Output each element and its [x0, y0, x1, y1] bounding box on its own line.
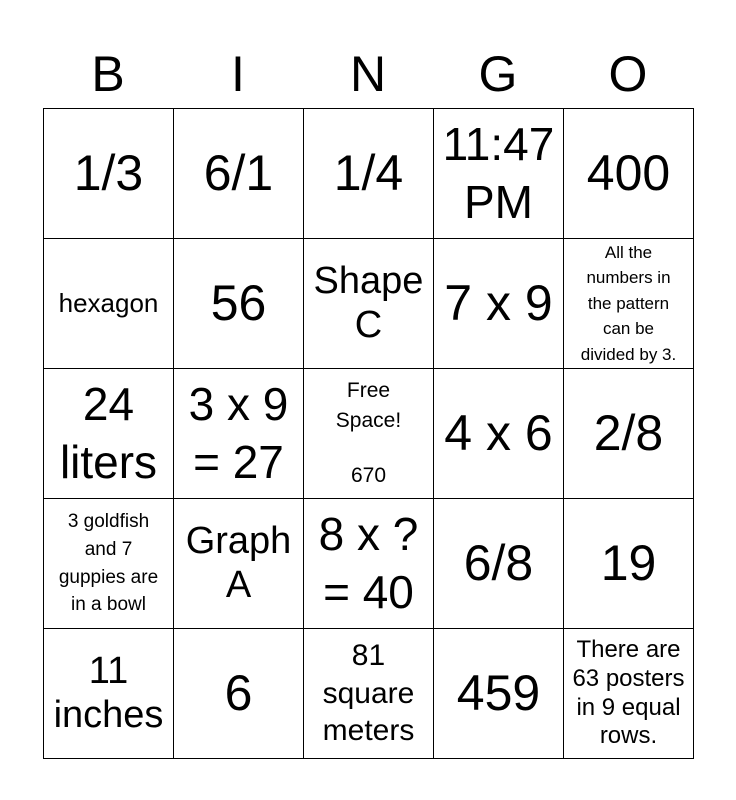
bingo-cell-r4-c5[interactable]: 19 — [564, 499, 694, 629]
bingo-cell-r4-c2[interactable]: Graph A — [174, 499, 304, 629]
bingo-cell-r1-c1[interactable]: 1/3 — [44, 109, 174, 239]
bingo-cell-r5-c5[interactable]: There are 63 posters in 9 equal rows. — [564, 629, 694, 759]
bingo-cell-r1-c3[interactable]: 1/4 — [304, 109, 434, 239]
bingo-cell-r3-c1[interactable]: 24 liters — [44, 369, 174, 499]
bingo-cell-r5-c2[interactable]: 6 — [174, 629, 304, 759]
header-letter-b: B — [91, 46, 125, 102]
free-space-label: Free Space! — [335, 378, 402, 433]
bingo-cell-r5-c3[interactable]: 81 square meters — [304, 629, 434, 759]
bingo-cell-r1-c5[interactable]: 400 — [564, 109, 694, 239]
bingo-cell-r4-c1[interactable]: 3 goldfish and 7 guppies are in a bowl — [44, 499, 174, 629]
header-letter-g: G — [478, 46, 518, 102]
bingo-cell-r2-c2[interactable]: 56 — [174, 239, 304, 369]
bingo-cell-r4-c4[interactable]: 6/8 — [434, 499, 564, 629]
bingo-cell-r2-c3[interactable]: Shape C — [304, 239, 434, 369]
bingo-cell-r3-c4[interactable]: 4 x 6 — [434, 369, 564, 499]
header-letter-i: I — [231, 46, 245, 102]
bingo-cell-r1-c2[interactable]: 6/1 — [174, 109, 304, 239]
bingo-header — [43, 40, 693, 108]
header-letter-o: O — [608, 46, 648, 102]
bingo-board — [43, 108, 694, 759]
bingo-cell-r1-c4[interactable]: 11:47 PM — [434, 109, 564, 239]
bingo-cell-r2-c4[interactable]: 7 x 9 — [434, 239, 564, 369]
free-space-number: 670 — [350, 463, 387, 487]
bingo-cell-r2-c5[interactable]: All the numbers in the pattern can be divided by 3. — [564, 239, 694, 369]
free-space-cell[interactable] — [304, 369, 434, 499]
bingo-cell-r3-c5[interactable]: 2/8 — [564, 369, 694, 499]
bingo-cell-r3-c2[interactable]: 3 x 9 = 27 — [174, 369, 304, 499]
bingo-cell-r5-c4[interactable]: 459 — [434, 629, 564, 759]
header-letter-n: N — [349, 46, 387, 102]
bingo-cell-r2-c1[interactable]: hexagon — [44, 239, 174, 369]
bingo-cell-r5-c1[interactable]: 11 inches — [44, 629, 174, 759]
bingo-cell-r4-c3[interactable]: 8 x ? = 40 — [304, 499, 434, 629]
